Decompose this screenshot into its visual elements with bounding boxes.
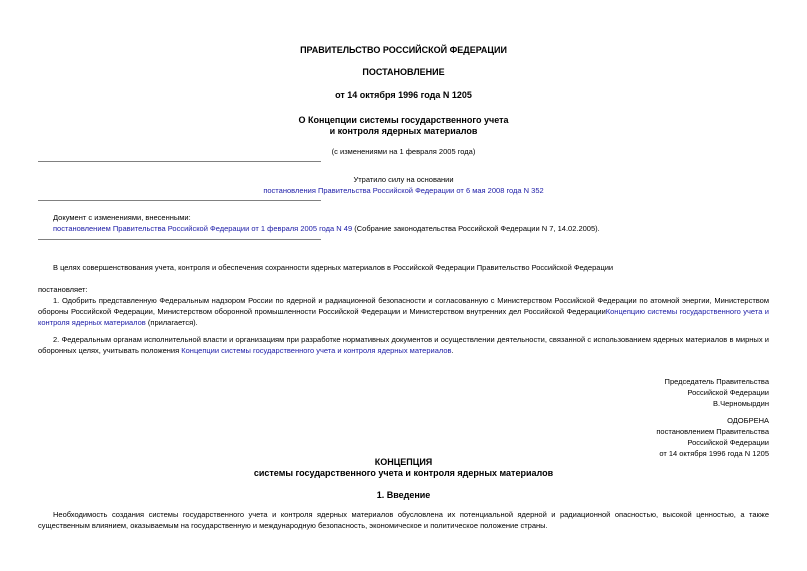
document-date-number: от 14 октября 1996 года N 1205 [335,90,472,100]
separator-3 [38,239,321,240]
separator-2 [38,200,321,201]
paragraph-2 [38,334,769,356]
amendments-note: (с изменениями на 1 февраля 2005 года) [331,147,476,156]
concept-subtitle: системы государственного учета и контроля ядерных материалов [253,468,554,478]
signature-line3: В.Черномырдин [713,399,769,408]
changes-source: (Собрание законодательства Российской Федерации N 7, 14.02.2005). [352,224,600,233]
approved-line3: Российской Федерации [687,438,769,447]
approved-line2: постановлением Правительства [656,427,769,436]
government-heading: ПРАВИТЕЛЬСТВО РОССИЙСКОЙ ФЕДЕРАЦИИ [300,45,507,55]
signature-line1: Председатель Правительства [664,377,769,386]
document-title-line2: и контроля ядерных материалов [329,126,478,136]
changes-link[interactable]: постановлением Правительства Российской Федерации от 1 февраля 2005 года N 49 [53,224,353,233]
invalidated-link[interactable]: постановления Правительства Российской Федерации от 6 мая 2008 года N 352 [263,186,544,195]
approved-block [469,415,769,459]
approved-line4: от 14 октября 1996 года N 1205 [659,449,769,458]
approved-line1: ОДОБРЕНА [727,416,769,425]
concept-link-2[interactable]: Концепции системы государственного учета и контроля ядерных материалов [181,346,452,355]
concept-title: КОНЦЕПЦИЯ [374,457,433,467]
intro-paragraph: Необходимость создания системы государственного учета и контроля ядерных материалов обусловлена их потенциальной ядерной и радиационной опасностью, высокой ценностью, а также существенным влиянием, оказываемым на государственную и международную безопасность, экономическое и политическое положение страны. [38,510,769,530]
paragraph-1 [38,295,769,328]
document-type: ПОСТАНОВЛЕНИЕ [362,67,445,77]
changes-line [53,223,773,234]
signature-block [469,376,769,409]
separator-1 [38,161,321,162]
preamble: В целях совершенствования учета, контроля и обеспечения сохранности ядерных материалов в Российской Федерации Правительство Российской Федерации [53,263,614,272]
signature-line2: Российской Федерации [687,388,769,397]
paragraph-2-end: . [451,346,454,355]
paragraph-2-text: 2. Федеральным органам исполнительной власти и организациям при разработке нормативных документов и осуществлении деятельности, связанной с использованием ядерных материалов в мирных и оборонных целях, учитывать положения [38,335,769,355]
document-title-line1: О Концепции системы государственного учета [298,115,509,125]
invalidated-text: Утратило силу на основании [353,175,454,184]
section-1-heading: 1. Введение [376,490,431,500]
resolves-word: постановляет: [38,285,88,294]
changes-intro: Документ с изменениями, внесенными: [53,213,191,222]
paragraph-1-text: 1. Одобрить представленную Федеральным надзором России по ядерной и радиационной безопасности и согласованную с Министерством Российской Федерации по атомной энергии, Министерством обороны Российской Федерации, Министерством оборонной промышленности Российской Федерации и Министерством внутренних дел Российской Федерации [38,296,769,316]
concept-link-1[interactable]: Концепцию системы государственного учета и контроля ядерных материалов [38,307,769,327]
paragraph-1-end: (прилагается). [145,318,198,327]
